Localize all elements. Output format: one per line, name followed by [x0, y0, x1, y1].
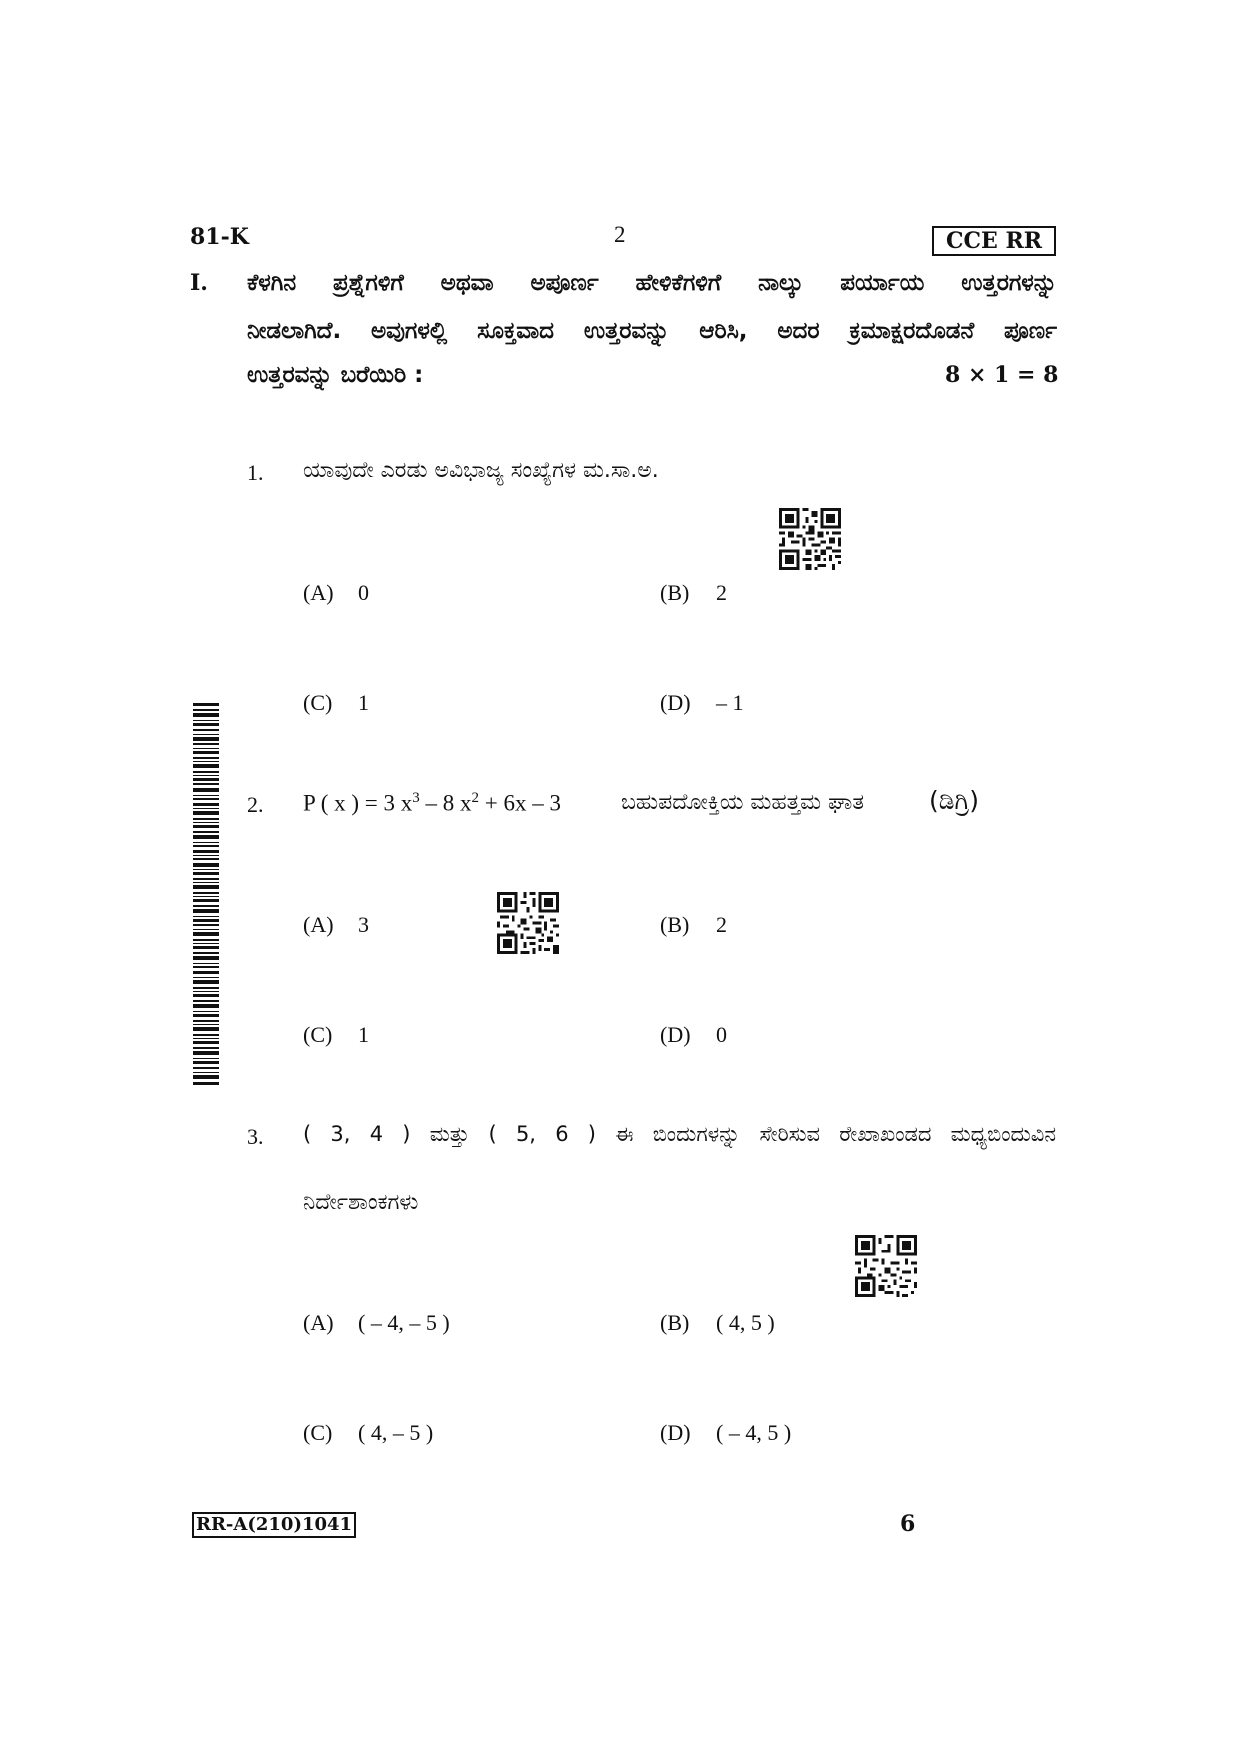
q3-option-a-value: ( – 4, – 5 ) — [358, 1310, 450, 1335]
q1-option-a-label: (A) — [303, 580, 334, 605]
instruction-line-2: ನೀಡಲಾಗಿದೆ. ಅವುಗಳಲ್ಲಿ ಸೂಕ್ತವಾದ ಉತ್ತರವನ್ನು ಆರಿಸಿ, ಅದರ ಕ್ರಮಾಕ್ಷರದೊಡನೆ ಪೂರ್ಣ — [247, 318, 1057, 344]
question-2-number: 2. — [247, 792, 264, 817]
q3-option-a-label: (A) — [303, 1310, 334, 1335]
q1-option-b-label: (B) — [660, 580, 690, 605]
instruction-line-1: ಕೆಳಗಿನ ಪ್ರಶ್ನೆಗಳಿಗೆ ಅಥವಾ ಅಪೂರ್ಣ ಹೇಳಿಕೆಗಳಿಗೆ ನಾಲ್ಕು ಪರ್ಯಾಯ ಉತ್ತರಗಳನ್ನು — [247, 270, 1057, 296]
polynomial-lhs: P ( x ) = 3 x — [303, 790, 413, 816]
qr-code-icon — [855, 1235, 917, 1297]
q3-option-c-value: ( 4, – 5 ) — [358, 1420, 434, 1445]
section-numeral: I. — [190, 270, 208, 296]
q2-option-a-label: (A) — [303, 912, 334, 937]
polynomial-exp-1: 3 — [412, 790, 420, 806]
question-2-polynomial — [303, 790, 561, 817]
paper-code: 81-K — [190, 224, 249, 250]
q2-option-c-value: 1 — [358, 1022, 369, 1047]
q1-option-c-value: 1 — [358, 690, 369, 715]
marks: 8 × 1 = 8 — [945, 362, 1059, 388]
q1-option-d-label: (D) — [660, 690, 691, 715]
q3-option-c-label: (C) — [303, 1420, 333, 1445]
polynomial-rest: + 6x – 3 — [484, 790, 561, 816]
q1-option-c-label: (C) — [303, 690, 333, 715]
question-3-number: 3. — [247, 1124, 264, 1149]
qr-code-icon — [779, 508, 841, 570]
q1-option-a-value: 0 — [358, 580, 369, 605]
q2-option-a-value: 3 — [358, 912, 369, 937]
question-3-text-line-1: ( 3, 4 ) ಮತ್ತು ( 5, 6 ) ಈ ಬಿಂದುಗಳನ್ನು ಸೇರಿಸುವ ರೇಖಾಖಂಡದ ಮಧ್ಯಬಿಂದುವಿನ — [303, 1122, 1056, 1146]
q2-option-b-label: (B) — [660, 912, 690, 937]
q2-option-b-value: 2 — [716, 912, 727, 937]
q3-option-b-label: (B) — [660, 1310, 690, 1335]
question-3-text-line-2: ನಿರ್ದೇಶಾಂಕಗಳು — [303, 1190, 419, 1215]
barcode-icon — [193, 703, 219, 1085]
question-1-text: ಯಾವುದೇ ಎರಡು ಅವಿಭಾಜ್ಯ ಸಂಖ್ಯೆಗಳ ಮ.ಸಾ.ಅ. — [303, 458, 659, 483]
page-number: 2 — [614, 222, 626, 247]
q3-option-b-value: ( 4, 5 ) — [716, 1310, 775, 1335]
polynomial-mid: – 8 x — [425, 790, 472, 816]
q2-option-d-label: (D) — [660, 1022, 691, 1047]
booklet-code: RR-A(210)1041 — [192, 1512, 356, 1538]
instruction-line-3: ಉತ್ತರವನ್ನು ಬರೆಯಿರಿ : — [247, 362, 424, 388]
q2-option-d-value: 0 — [716, 1022, 727, 1047]
question-1-number: 1. — [247, 460, 264, 485]
q3-option-d-value: ( – 4, 5 ) — [716, 1420, 792, 1445]
question-2-degree-note: (ಡಿಗ್ರಿ) — [929, 786, 979, 815]
sheet-number: 6 — [900, 1511, 916, 1537]
q1-option-b-value: 2 — [716, 580, 727, 605]
question-2-text: ಬಹುಪದೋಕ್ತಿಯ ಮಹತ್ತಮ ಘಾತ — [621, 790, 864, 815]
q2-option-c-label: (C) — [303, 1022, 333, 1047]
q1-option-d-value: – 1 — [716, 690, 744, 715]
series-box: CCE RR — [932, 226, 1056, 256]
qr-code-icon — [497, 892, 559, 954]
q3-option-d-label: (D) — [660, 1420, 691, 1445]
polynomial-exp-2: 2 — [471, 790, 479, 806]
